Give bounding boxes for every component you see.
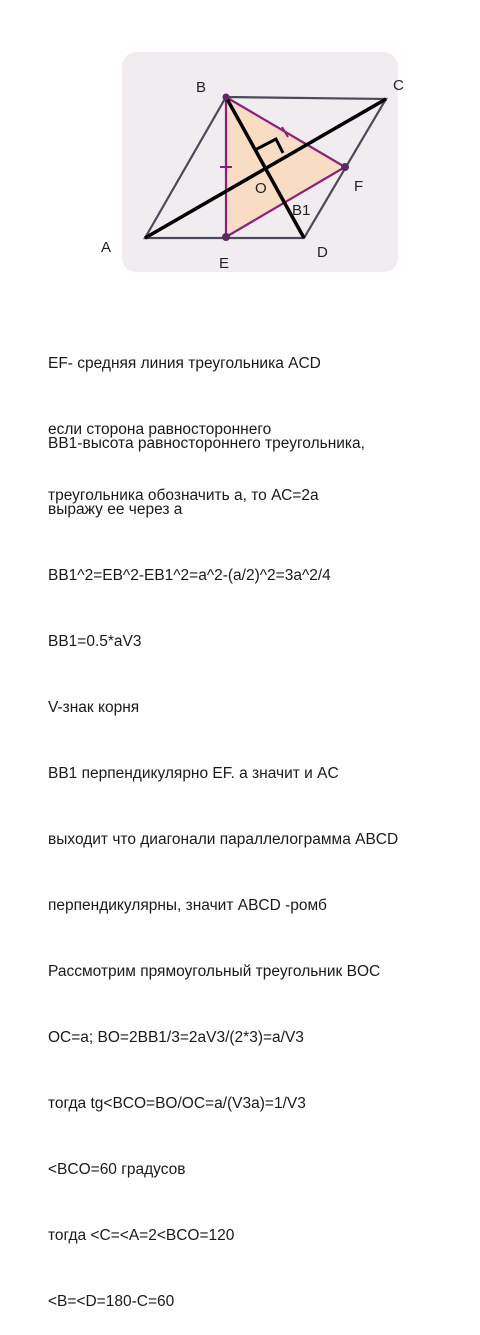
text-line: BB1-высота равностороннего треугольника,: [48, 435, 365, 452]
label-e: E: [219, 255, 230, 272]
text-line: BB1=0.5*aV3: [48, 633, 142, 650]
text-line: перпендикулярны, значит ABCD -ромб: [48, 897, 327, 914]
point-e: [222, 233, 230, 241]
label-b: B: [196, 79, 207, 96]
label-f: F: [354, 178, 364, 195]
text-line: V-знак корня: [48, 699, 140, 716]
geometry-figure: [0, 0, 480, 300]
label-a: A: [101, 239, 112, 256]
text-line: EF- средняя линия треугольника ACD: [48, 355, 321, 372]
text-line: выражу ее через а: [48, 501, 183, 518]
text-line: тогда <C=<A=2<BCO=120: [48, 1227, 235, 1244]
label-d: D: [317, 244, 328, 261]
triangle-bef: [226, 97, 345, 237]
text-line: BB1 перпендикулярно EF. а значит и AC: [48, 765, 339, 782]
label-c: C: [393, 77, 404, 94]
point-f: [341, 163, 349, 171]
text-line: тогда tg<BCO=BO/OC=a/(V3a)=1/V3: [48, 1095, 306, 1112]
text-line: Рассмотрим прямоугольный треугольник BOC: [48, 963, 381, 980]
text-line: OC=a; BO=2BB1/3=2aV3/(2*3)=a/V3: [48, 1029, 304, 1046]
label-b1: B1: [292, 202, 311, 219]
text-line: <BCO=60 градусов: [48, 1161, 186, 1178]
text-line: если сторона равностороннего: [48, 421, 272, 438]
label-o: O: [255, 180, 267, 197]
text-line: выходит что диагонали параллелограмма ABCD: [48, 831, 399, 848]
text-line: треугольника обозначить а, то АС=2а: [48, 487, 319, 504]
solution-body: [48, 389, 398, 1335]
text-line: BB1^2=EB^2-EB1^2=a^2-(a/2)^2=3a^2/4: [48, 567, 331, 584]
point-b: [223, 94, 230, 101]
text-line: <B=<D=180-C=60: [48, 1293, 175, 1310]
